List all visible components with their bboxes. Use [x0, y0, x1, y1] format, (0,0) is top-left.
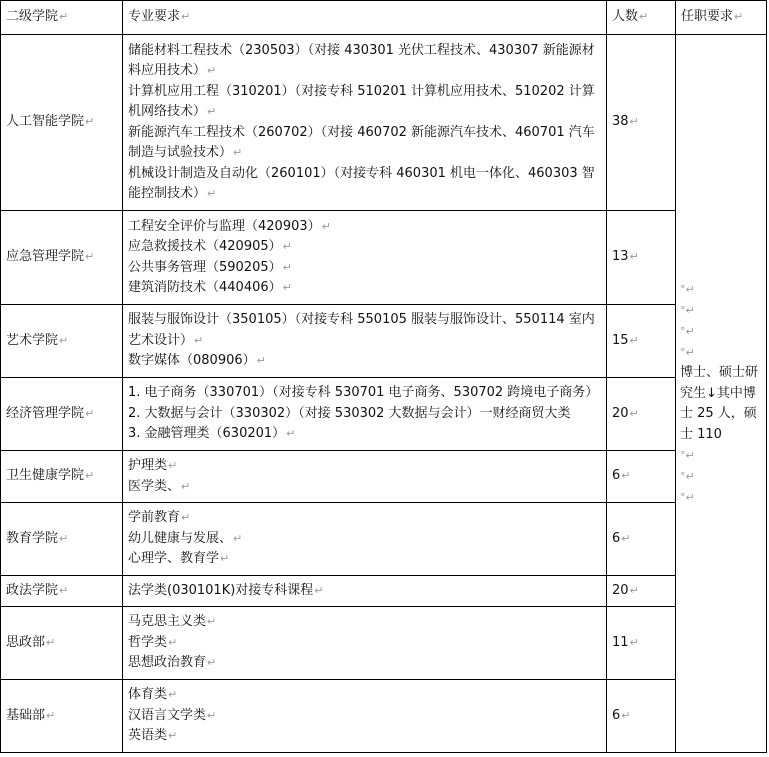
major-line: 哲学类↵ — [128, 634, 178, 650]
college-cell: 思政部↵ — [1, 607, 123, 680]
major-cell — [123, 35, 607, 211]
major-line: 计算机应用工程（310201）（对接专科 510201 计算机应用技术、510202 计算机网络技术）↵ — [128, 83, 595, 119]
major-line: 马克思主义类↵ — [128, 614, 217, 630]
major-line: 2. 大数据与会计（330302）（对接 530302 大数据与会计）一财经商贸大类 — [128, 405, 571, 421]
header-requirement: 任职要求↵ — [676, 1, 767, 35]
major-line: 1. 电子商务（330701）（对接专科 530701 电子商务、530702 跨境电子商务） — [128, 385, 599, 401]
requirement-cell — [676, 35, 767, 753]
major-line: 建筑消防技术（440406）↵ — [128, 280, 292, 295]
table-row — [1, 607, 767, 680]
major-line: 心理学、教育学↵ — [128, 551, 230, 567]
table-row — [1, 305, 767, 378]
count-cell: 6↵ — [607, 503, 676, 576]
major-cell — [123, 576, 607, 607]
college-cell: 人工智能学院↵ — [1, 35, 123, 211]
major-line: 护理类↵ — [128, 458, 178, 473]
college-cell: 卫生健康学院↵ — [1, 451, 123, 503]
major-line: 工程安全评价与监理（420903）↵ — [128, 218, 331, 234]
major-line: 公共事务管理（590205）↵ — [128, 259, 292, 275]
college-cell: 政法学院↵ — [1, 576, 123, 607]
paragraph-mark: °↵ — [680, 283, 695, 296]
header-college: 二级学院↵ — [1, 1, 123, 35]
count-cell: 38↵ — [607, 35, 676, 211]
college-cell: 基础部↵ — [1, 680, 123, 753]
table-row — [1, 451, 767, 503]
table-header-row — [1, 1, 767, 35]
major-line: 数字媒体（080906）↵ — [128, 353, 266, 369]
major-cell — [123, 451, 607, 503]
major-line: 3. 金融管理类（630201）↵ — [128, 426, 296, 442]
major-line: 思想政治教育↵ — [128, 655, 217, 671]
count-cell: 6↵ — [607, 680, 676, 753]
major-line: 储能材料工程技术（230503）（对接 430301 光伏工程技术、430307 新能源材料应用技术）↵ — [128, 42, 595, 78]
major-line: 学前教育↵ — [128, 510, 191, 526]
paragraph-mark: °↵ — [680, 449, 695, 462]
count-cell: 15↵ — [607, 305, 676, 378]
major-line: 应急救援技术（420905）↵ — [128, 239, 292, 254]
major-line: 机械设计制造及自动化（260101）（对接专科 460301 机电一体化、460303 智能控制技术）↵ — [128, 165, 595, 201]
paragraph-mark: °↵ — [680, 491, 695, 504]
table-row — [1, 211, 767, 305]
major-line: 法学类(030101K)对接专科课程↵ — [128, 582, 324, 598]
major-cell — [123, 378, 607, 451]
paragraph-mark: °↵ — [680, 325, 695, 338]
table-row — [1, 503, 767, 576]
major-line: 服装与服饰设计（350105）（对接专科 550105 服装与服饰设计、550114 室内艺术设计）↵ — [128, 312, 595, 348]
major-cell — [123, 503, 607, 576]
paragraph-mark: °↵ — [680, 304, 695, 317]
major-line: 新能源汽车工程技术（260702）（对接 460702 新能源汽车技术、460701 汽车制造与试验技术）↵ — [128, 124, 595, 160]
paragraph-mark: °↵ — [680, 346, 695, 359]
count-cell: 11↵ — [607, 607, 676, 680]
major-cell — [123, 607, 607, 680]
college-cell: 艺术学院↵ — [1, 305, 123, 378]
table-row — [1, 680, 767, 753]
college-cell: 应急管理学院↵ — [1, 211, 123, 305]
major-cell — [123, 211, 607, 305]
paragraph-mark: °↵ — [680, 470, 695, 483]
major-cell — [123, 680, 607, 753]
table-row — [1, 378, 767, 451]
header-major: 专业要求↵ — [123, 1, 607, 35]
major-line: 汉语言文学类↵ — [128, 707, 217, 723]
header-count: 人数↵ — [607, 1, 676, 35]
count-cell: 20↵ — [607, 576, 676, 607]
count-cell: 13↵ — [607, 211, 676, 305]
table-row — [1, 576, 767, 607]
count-cell: 6↵ — [607, 451, 676, 503]
count-cell: 20↵ — [607, 378, 676, 451]
major-cell — [123, 305, 607, 378]
requirement-text: 博士、硕士研究生↓其中博士 25 人，硕士 110 — [680, 365, 759, 442]
major-line: 英语类↵ — [128, 728, 178, 744]
major-line: 幼儿健康与发展、↵ — [128, 530, 243, 546]
college-cell: 经济管理学院↵ — [1, 378, 123, 451]
table-row — [1, 35, 767, 211]
major-line: 体育类↵ — [128, 687, 178, 703]
college-cell: 教育学院↵ — [1, 503, 123, 576]
major-line: 医学类、↵ — [128, 478, 191, 494]
